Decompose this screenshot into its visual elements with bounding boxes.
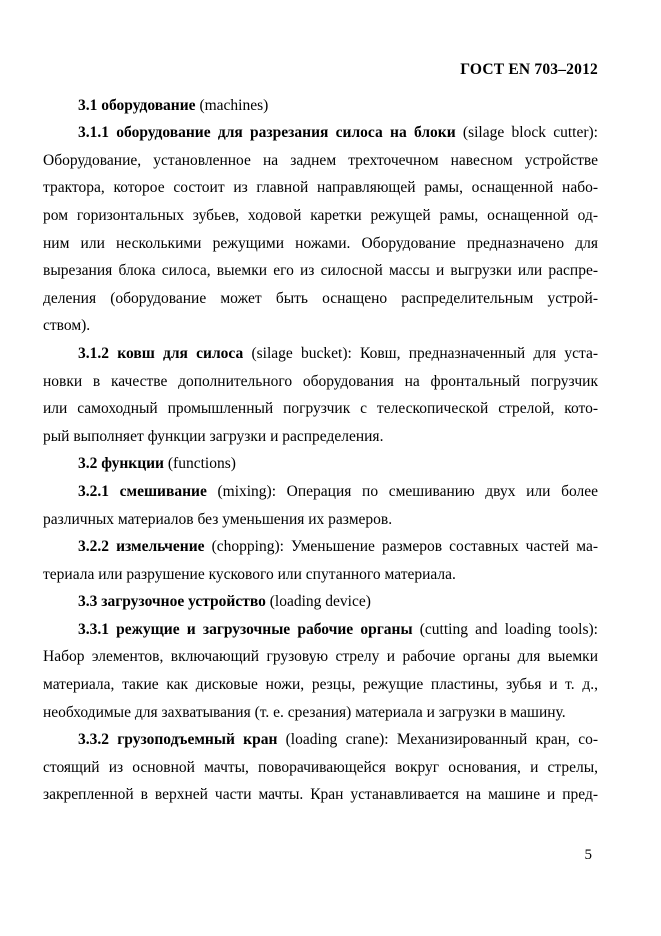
- text-segment: ством).: [43, 317, 91, 335]
- text-line: [43, 588, 598, 616]
- text-segment: ром горизонтальных зубьев, ходовой каретки режущей рамы, оснащенной од-: [43, 206, 598, 224]
- text-segment: закрепленной в верхней части мачты. Кран устанавливается на машине и пред-: [43, 786, 598, 804]
- document-header: ГОСТ EN 703–2012: [460, 61, 598, 78]
- text-line: [43, 616, 598, 644]
- paragraph: [43, 478, 598, 533]
- text-segment: материала, такие как дисковые ножи, резцы, режущие пластины, зубья и т. д.,: [43, 676, 598, 694]
- text-segment: (chopping): Уменьшение размеров составных частей ма-: [204, 538, 598, 556]
- text-segment: необходимые для захватывания (т. е. срезания) материала и загрузки в машину.: [43, 703, 566, 721]
- text-line: [43, 230, 598, 258]
- text-segment: (mixing): Операция по смешиванию двух или более: [206, 482, 598, 500]
- term-label: 3.3.2 грузоподъемный кран: [78, 731, 278, 749]
- text-line: [43, 202, 598, 230]
- paragraph: [43, 616, 598, 726]
- text-segment: (loading crane): Механизированный кран, со-: [277, 731, 598, 749]
- text-segment: вырезания блока силоса, выемки его из силосной массы и выгрузки или распре-: [43, 262, 598, 280]
- paragraph: [43, 119, 598, 340]
- text-line: [43, 92, 598, 120]
- page-number: 5: [584, 847, 592, 863]
- text-segment: (silage block cutter):: [455, 124, 598, 142]
- text-segment: стоящий из основной мачты, поворачивающейся вокруг основания, и стрелы,: [43, 758, 598, 776]
- text-segment: рый выполняет функции загрузки и распределения.: [43, 427, 384, 445]
- paragraph: [43, 450, 598, 478]
- paragraph: [43, 533, 598, 588]
- term-label: 3.1.1 оборудование для разрезания силоса на блоки: [78, 124, 456, 142]
- text-line: [43, 561, 598, 589]
- text-line: [43, 533, 598, 561]
- text-line: [43, 312, 598, 340]
- paragraph: [43, 92, 598, 120]
- text-segment: (loading device): [265, 593, 371, 611]
- text-line: [43, 257, 598, 285]
- text-line: [43, 450, 598, 478]
- text-segment: Набор элементов, включающий грузовую стрелу и рабочие органы для выемки: [43, 648, 598, 666]
- text-segment: териала или разрушение кускового или спутанного материала.: [43, 565, 456, 583]
- text-line: [43, 699, 598, 727]
- text-segment: новки в качестве дополнительного оборудования на фронтальный погрузчик: [43, 372, 598, 390]
- document-body: [43, 92, 598, 809]
- paragraph: [43, 726, 598, 809]
- text-segment: трактора, которое состоит из главной направляющей рамы, оснащенной набо-: [43, 179, 598, 197]
- text-line: [43, 643, 598, 671]
- term-label: 3.1.2 ковш для силоса: [78, 344, 244, 362]
- text-segment: деления (оборудование может быть оснащено распределительным устрой-: [43, 289, 598, 307]
- term-label: 3.2 функции: [78, 455, 164, 473]
- text-segment: (machines): [195, 96, 269, 114]
- text-line: [43, 395, 598, 423]
- text-line: [43, 340, 598, 368]
- text-line: [43, 781, 598, 809]
- text-segment: Оборудование, установленное на заднем трехточечном навесном устройстве: [43, 151, 598, 169]
- text-line: [43, 506, 598, 534]
- term-label: 3.2.2 измельчение: [78, 538, 205, 556]
- text-line: [43, 478, 598, 506]
- text-segment: или самоходный промышленный погрузчик с телескопической стрелой, кото-: [43, 400, 598, 418]
- term-label: 3.3 загрузочное устройство: [78, 593, 266, 611]
- paragraph: [43, 588, 598, 616]
- text-segment: различных материалов без уменьшения их размеров.: [43, 510, 393, 528]
- text-segment: (silage bucket): Ковш, предназначенный для уста-: [243, 344, 598, 362]
- term-label: 3.2.1 смешивание: [78, 482, 207, 500]
- text-line: [43, 671, 598, 699]
- text-line: [43, 147, 598, 175]
- term-label: 3.3.1 режущие и загрузочные рабочие органы: [78, 620, 413, 638]
- text-line: [43, 726, 598, 754]
- text-segment: (cutting and loading tools):: [412, 620, 598, 638]
- term-label: 3.1 оборудование: [78, 96, 196, 114]
- text-line: [43, 119, 598, 147]
- text-segment: (functions): [164, 455, 236, 473]
- text-line: [43, 285, 598, 313]
- text-line: [43, 174, 598, 202]
- text-line: [43, 368, 598, 396]
- text-segment: ним или несколькими режущими ножами. Оборудование предназначено для: [43, 234, 598, 252]
- text-line: [43, 754, 598, 782]
- paragraph: [43, 340, 598, 450]
- text-line: [43, 423, 598, 451]
